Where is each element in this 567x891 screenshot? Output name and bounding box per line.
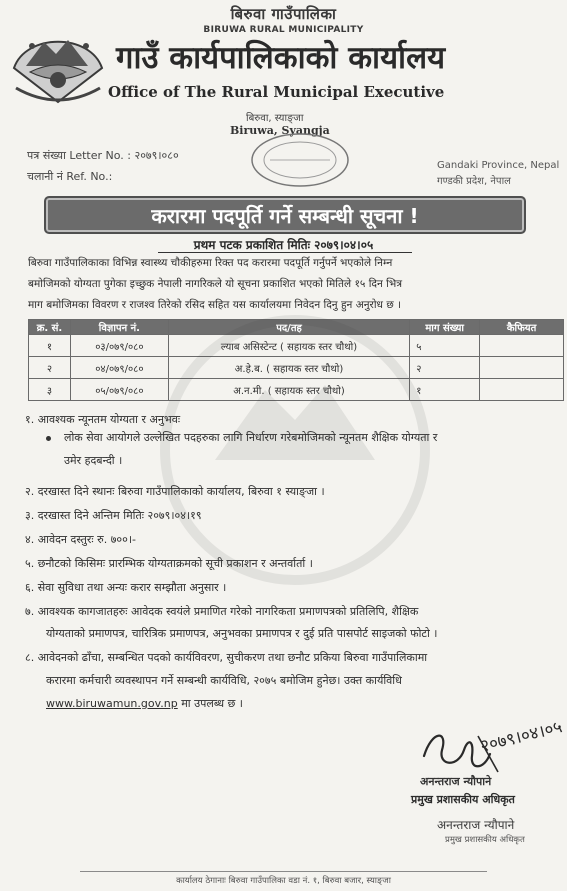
website-link[interactable]: www.biruwamun.gov.np [46, 697, 178, 710]
col-header-remarks: कैफियत [480, 320, 564, 335]
requirement-item-deadline: ३. दरखास्त दिने अन्तिम मितिः २०७९।०४।१९ [25, 509, 202, 522]
requirement-item-procedure-link-line [46, 696, 243, 711]
cell-demand-count: २ [410, 357, 480, 379]
footer-address: कार्यालय ठेगानाः बिरुवा गाउँपालिका वडा नं. १, बिरुवा बजार, स्याङ्जा [176, 876, 391, 886]
requirement-item-selection: ५. छनौटको किसिमः प्रारम्भिक योग्यताक्रमको सूची प्रकाशन र अन्तर्वार्ता । [25, 557, 313, 570]
requirement-item-documents: ७. आवश्यक कागजातहरुः आवेदक स्वयंले प्रमाणित गरेको नागरिकता प्रमाणपत्रको प्रतिलिपि, शैक्षिक [25, 605, 419, 618]
cell-serial: १ [29, 335, 71, 357]
signatory-title: प्रमुख प्रशासकीय अधिकृत [411, 793, 515, 806]
requirement-item-documents-cont: योग्यताको प्रमाणपत्र, चारित्रिक प्रमाणपत्र, अनुभवका प्रमाणपत्र र दुई प्रति पासपोर्ट साइजको फोटो । [46, 627, 438, 640]
requirement-item-fee: ४. आवेदन दस्तुरः रु. ७००।- [25, 533, 136, 546]
cell-post-level: अ.हे.ब. ( सहायक स्तर चौथो) [168, 357, 409, 379]
handwritten-date: २०७९।०४।०५ [478, 717, 565, 757]
footer-divider [80, 871, 487, 872]
location-english: Biruwa, Syangja [230, 124, 330, 137]
cell-serial: २ [29, 357, 71, 379]
cell-post-level: ल्याब असिस्टेन्ट ( सहायक स्तर चौथो) [168, 335, 409, 357]
website-link-suffix: मा उपलब्ध छ । [177, 697, 243, 710]
col-header-ad-number: विज्ञापन नं. [70, 320, 168, 335]
requirement-item-place: २. दरखास्त दिने स्थानः बिरुवा गाउँपालिकाको कार्यालय, बिरुवा १ स्याङ्जा । [25, 485, 325, 498]
cell-ad-number: ०५/०७९/०८० [70, 379, 168, 401]
requirement-item-procedure-cont: करारमा कर्मचारी व्यवस्थापन गर्ने सम्बन्धी कार्यविधि, २०७५ बमोजिम हुनेछ। उक्त कार्यविधि [46, 674, 402, 687]
handwritten-signature-icon [418, 710, 567, 782]
office-name-devanagari: गाउँ कार्यपालिकाको कार्यालय [116, 40, 446, 76]
cell-remarks [480, 357, 564, 379]
requirement-item-qualification: १. आवश्यक न्यूनतम योग्यता र अनुभवः [25, 413, 181, 426]
municipality-emblem-icon [6, 28, 110, 108]
cell-remarks [480, 379, 564, 401]
reference-number: चलानी नं Ref. No.: [27, 170, 113, 183]
province-devanagari: गण्डकी प्रदेश, नेपाल [437, 176, 511, 187]
requirement-item-procedure: ८. आवेदनको ढाँचा, सम्बन्धित पदको कार्यविवरण, सुचीकरण तथा छनौट प्रकिया बिरुवा गाउँपालिकामा [25, 651, 428, 664]
cell-remarks [480, 335, 564, 357]
qualification-detail-line: उमेर हदबन्दी । [64, 454, 123, 467]
watermark-emblem-icon [160, 300, 430, 600]
municipality-name-english: BIRUWA RURAL MUNICIPALITY [203, 25, 364, 35]
office-name-english: Office of The Rural Municipal Executive [108, 83, 445, 101]
cell-ad-number: ०३/०७९/०८० [70, 335, 168, 357]
office-stamp-icon [248, 130, 353, 190]
notice-title: करारमा पदपूर्ति गर्ने सम्बन्धी सूचना ! [151, 203, 419, 228]
cell-ad-number: ०४/०७९/०८० [70, 357, 168, 379]
cell-post-level: अ.न.मी. ( सहायक स्तर चौथो) [168, 379, 409, 401]
signatory-name-stamp: अनन्तराज न्यौपाने [437, 818, 515, 832]
publication-date: प्रथम पटक प्रकाशित मितिः २०७९।०४।०५ [193, 238, 374, 252]
cell-serial: ३ [29, 379, 71, 401]
letter-number: पत्र संख्या Letter No. : २०७९।०८० [27, 149, 179, 162]
col-header-post-level: पद/तह [168, 320, 409, 335]
qualification-detail-line: लोक सेवा आयोगले उल्लेखित पदहरुका लागि निर्धारण गरेबमोजिमको न्यूनतम शैक्षिक योग्यता र [64, 431, 438, 444]
location-devanagari: बिरुवा, स्याङ्जा [246, 113, 304, 124]
requirement-item-facilities: ६. सेवा सुविधा तथा अन्यः करार सम्झौता अनुसार । [25, 581, 227, 594]
col-header-demand-count: माग संख्या [410, 320, 480, 335]
intro-line: बमोजिमको योग्यता पुगेका इच्छुक नेपाली नागरिकले यो सूचना प्रकाशित भएको मितिले १५ दिन भित्र [28, 278, 403, 290]
intro-line: बिरुवा गाउँपालिकाका विभिन्न स्वास्थ्य चौकीहरुमा रिक्त पद करारमा पदपूर्ति गर्नुपर्ने भएकोले निम्न [28, 257, 393, 269]
intro-line: माग बमोजिमका विवरण र राजश्व तिरेको रसिद सहित यस कार्यालयमा निवेदन दिनु हुन अनुरोध छ । [28, 299, 402, 311]
publication-date-underline [158, 252, 412, 253]
cell-demand-count: १ [410, 379, 480, 401]
bullet-icon [46, 436, 51, 441]
col-header-serial: क्र. सं. [29, 320, 71, 335]
municipality-name-devanagari: बिरुवा गाउँपालिका [230, 5, 337, 23]
notice-title-banner [44, 196, 526, 234]
signatory-title-stamp: प्रमुख प्रशासकीय अधिकृत [445, 835, 525, 845]
signatory-name: अनन्तराज न्यौपाने [420, 775, 492, 788]
cell-demand-count: ५ [410, 335, 480, 357]
province-english: Gandaki Province, Nepal [437, 160, 560, 171]
